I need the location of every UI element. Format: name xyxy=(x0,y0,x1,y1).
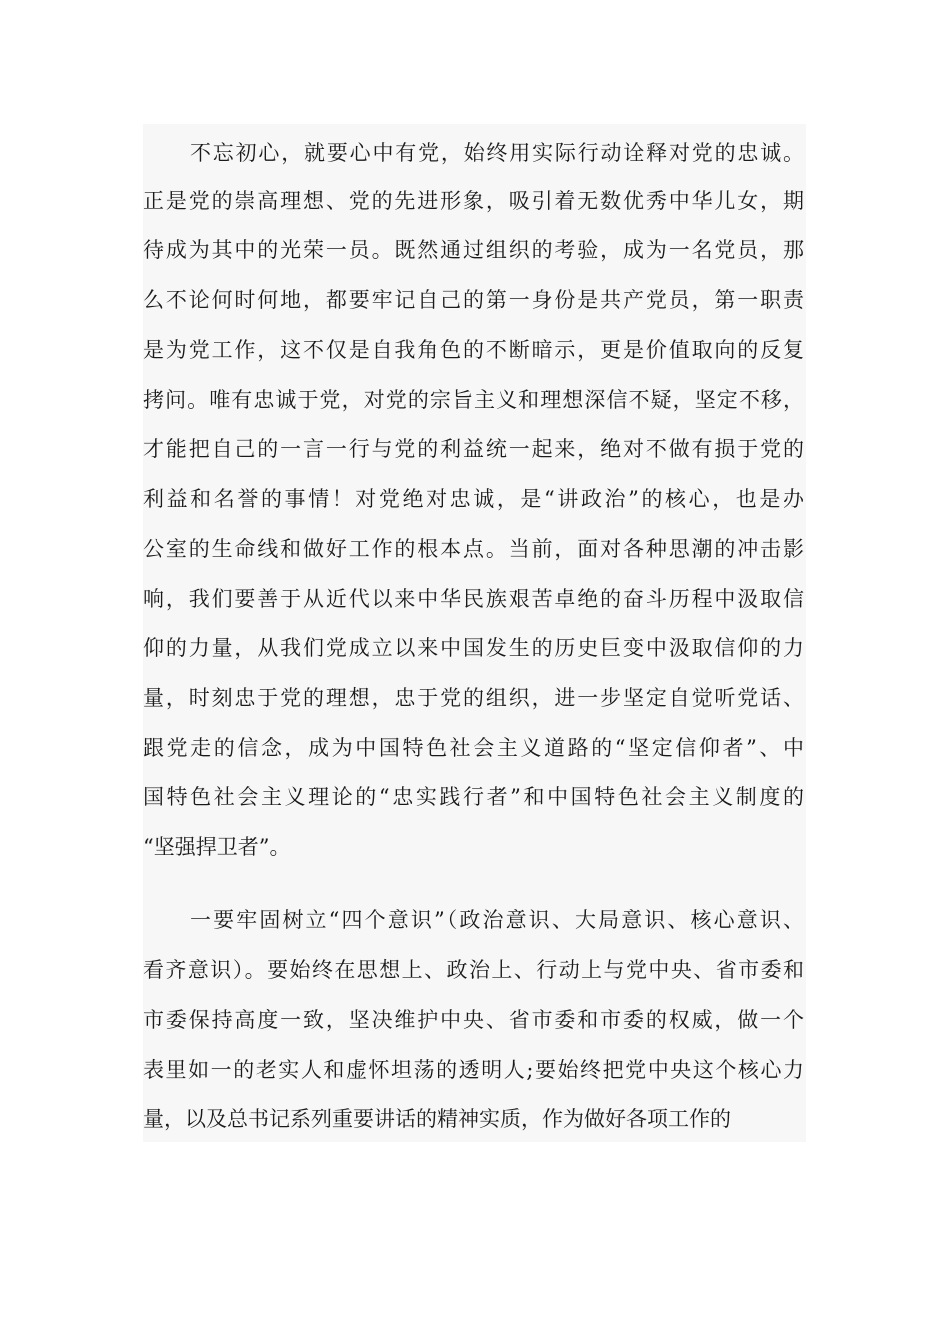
paragraph-2-line-2: 看齐意识）。要始终在思想上、政治上、行动上与党中央、省市委和 xyxy=(143,958,804,982)
paragraph-1-line-6: 拷问。唯有忠诚于党，对党的宗旨主义和理想深信不疑，坚定不移， xyxy=(143,388,804,412)
paragraph-2-line-4: 表里如一的老实人和虚怀坦荡的透明人;要始终把党中央这个核心力 xyxy=(143,1058,804,1082)
paragraph-1-line-10: 响，我们要善于从近代以来中华民族艰苦卓绝的奋斗历程中汲取信 xyxy=(143,587,804,611)
paragraph-2-line-1: 一要牢固树立“四个意识”（政治意识、大局意识、核心意识、 xyxy=(190,908,804,932)
paragraph-1-line-8: 利益和名誉的事情！对党绝对忠诚，是“讲政治”的核心，也是办 xyxy=(143,487,804,511)
document-body xyxy=(143,124,806,1142)
paragraph-1-line-9: 公室的生命线和做好工作的根本点。当前，面对各种思潮的冲击影 xyxy=(143,537,804,561)
paragraph-1-line-7: 才能把自己的一言一行与党的利益统一起来，绝对不做有损于党的 xyxy=(143,437,804,461)
paragraph-1-line-1: 不忘初心，就要心中有党，始终用实际行动诠释对党的忠诚。 xyxy=(190,141,804,165)
paragraph-2-line-5: 量，以及总书记系列重要讲话的精神实质，作为做好各项工作的 xyxy=(143,1107,731,1131)
paragraph-2-line-3: 市委保持高度一致，坚决维护中央、省市委和市委的权威，做一个 xyxy=(143,1008,804,1032)
paragraph-1-line-4: 么不论何时何地，都要牢记自己的第一身份是共产党员，第一职责 xyxy=(143,288,804,312)
paragraph-1-line-2: 正是党的崇高理想、党的先进形象，吸引着无数优秀中华儿女，期 xyxy=(143,189,804,213)
paragraph-1-line-15: “坚强捍卫者”。 xyxy=(143,835,291,859)
paragraph-1-line-5: 是为党工作，这不仅是自我角色的不断暗示，更是价值取向的反复 xyxy=(143,338,804,362)
paragraph-1-line-3: 待成为其中的光荣一员。既然通过组织的考验，成为一名党员，那 xyxy=(143,238,804,262)
paragraph-1-line-14: 国特色社会主义理论的“忠实践行者”和中国特色社会主义制度的 xyxy=(143,785,804,809)
paragraph-1-line-13: 跟党走的信念，成为中国特色社会主义道路的“坚定信仰者”、中 xyxy=(143,736,804,760)
paragraph-1-line-11: 仰的力量，从我们党成立以来中国发生的历史巨变中汲取信仰的力 xyxy=(143,636,804,660)
paragraph-1-line-12: 量，时刻忠于党的理想，忠于党的组织，进一步坚定自觉听党话、 xyxy=(143,686,804,710)
